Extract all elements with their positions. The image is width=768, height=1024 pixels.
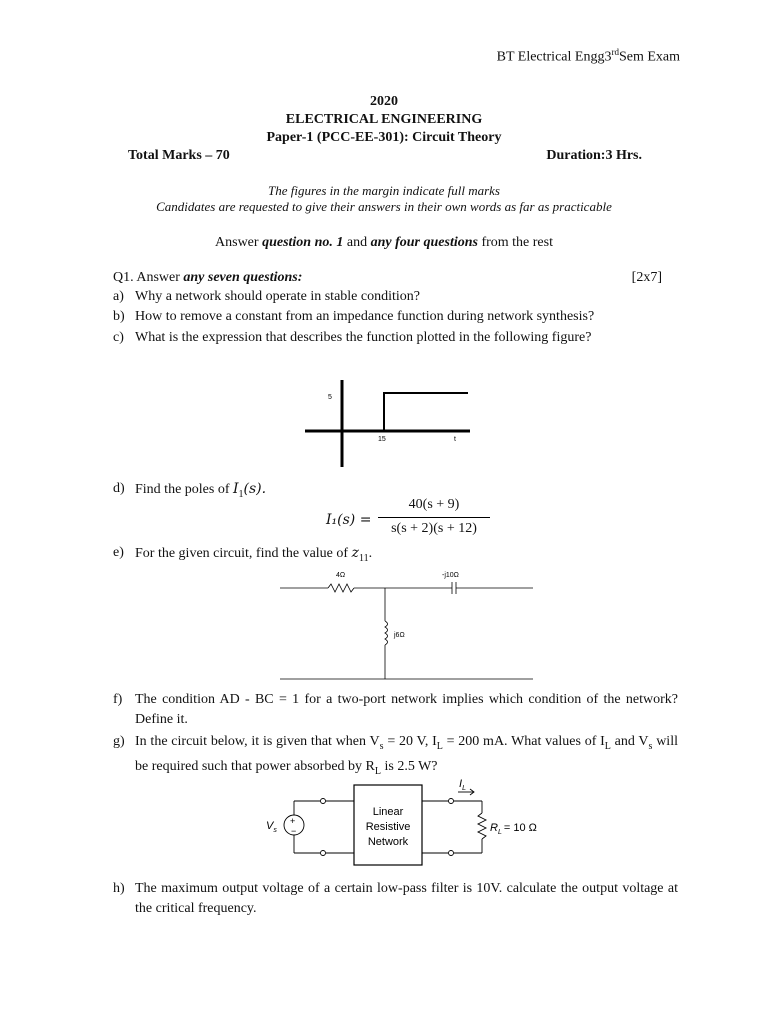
exam-year: 2020 [370, 94, 398, 109]
total-marks: Total Marks – 70 [128, 148, 230, 163]
running-header: BT Electrical Engg3rdSem Exam [496, 47, 680, 65]
circuit-g-figure [256, 775, 566, 867]
source-plus: + [290, 816, 296, 826]
inductor-label: j6Ω [394, 632, 405, 639]
inductor-j6ohm [385, 621, 388, 645]
load-label: $R_L = 10$ Ω [490, 822, 537, 836]
circuit-e-figure [278, 565, 540, 685]
equation-denominator: s(s + 2)(s + 12) [391, 521, 477, 536]
source-label: $V_s$ [266, 820, 277, 834]
step-curve [384, 393, 468, 431]
note-own-words: Candidates are requested to give their answers in their own words as far as practicable [156, 199, 612, 214]
resistor-4ohm [328, 584, 354, 592]
box-line-3: Network [367, 836, 409, 848]
capacitor-label: -j10Ω [442, 572, 459, 579]
step-function-figure [300, 375, 475, 470]
box-line-2: Resistive [365, 821, 411, 833]
equation-numerator: 40(s + 9) [408, 497, 460, 512]
terminal-left-bottom [321, 851, 326, 856]
exam-subject: ELECTRICAL ENGINEERING [285, 112, 483, 127]
answer-instruction: Answer question no. 1 and any four questions from the rest [215, 235, 553, 250]
question-f: f) The condition AD - BC = 1 for a two-port network implies which condition of the network? Define it. [113, 692, 678, 727]
terminal-right-top [449, 799, 454, 804]
paper-title: Paper-1 (PCC-EE-301): Circuit Theory [266, 130, 502, 145]
terminal-left-top [321, 799, 326, 804]
y-value-label: 5 [328, 394, 332, 401]
question-h: h) The maximum output voltage of a certain low-pass filter is 10V. calculate the output voltage at the critical frequency. [113, 881, 678, 916]
source-minus: − [291, 826, 297, 836]
q1-marks: [2x7] [631, 270, 662, 285]
note-marks: The figures in the margin indicate full marks [268, 183, 500, 198]
resistor-label: 4Ω [336, 572, 346, 579]
x-value-label: 15 [378, 436, 386, 443]
fraction-bar [378, 517, 490, 518]
t-axis-label: t [454, 436, 456, 443]
duration: Duration:3 Hrs. [546, 148, 642, 163]
equation-lhs: I₁(s) = [326, 512, 372, 528]
load-resistor [478, 813, 486, 839]
terminal-right-bottom [449, 851, 454, 856]
question-g: g) In the circuit below, it is given that when $V_s = 20$ V, $I_L = 200$ mA. What values of $I_L$ and $V_s$ will be required such that power absorbed by $R_L$ is 2.5 W? [113, 734, 678, 777]
q1-heading: Q1. Answer any seven questions: [113, 270, 303, 285]
current-label: $I_L$ [459, 778, 466, 792]
box-line-1: Linear [372, 806, 404, 818]
